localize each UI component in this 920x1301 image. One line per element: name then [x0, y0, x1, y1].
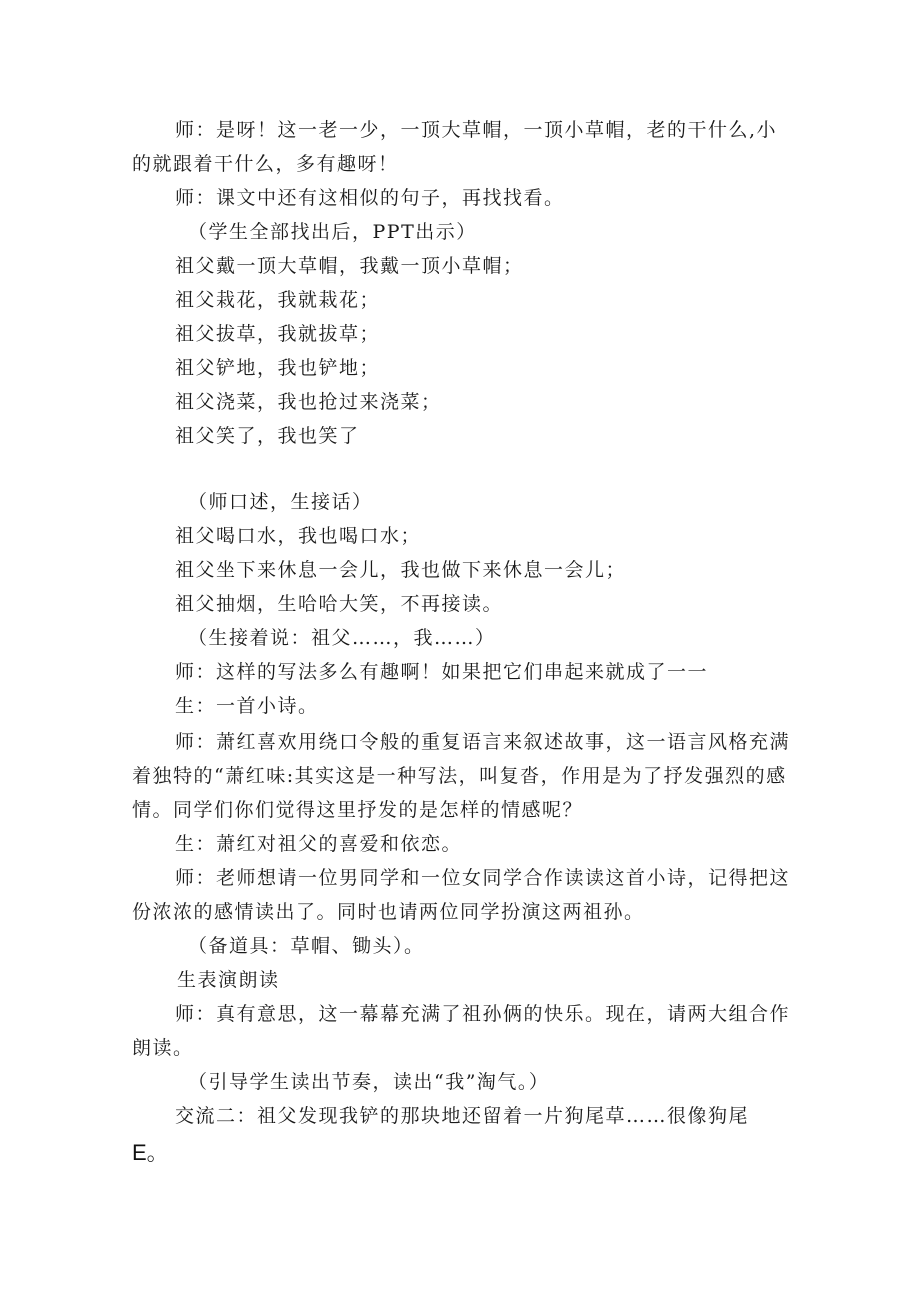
- paragraph-line: （师口述，生接话）: [188, 491, 373, 513]
- paragraph-line: 祖父栽花，我就栽花；: [175, 289, 381, 311]
- paragraph-line: 祖父浇菜，我也抢过来浇菜；: [175, 391, 442, 413]
- paragraph-line: 着独特的“萧红味:其实这是一种写法，叫复沓，作用是为了抒发强烈的感: [132, 765, 787, 787]
- paragraph-line: （引导学生读出节奏，读出“我”淘气。）: [188, 1071, 550, 1093]
- paragraph-line: 情。同学们你们觉得这里抒发的是怎样的情感呢？: [132, 799, 584, 821]
- paragraph-line: （备道具：草帽、锄头）。: [188, 935, 425, 957]
- paragraph-line: 生：一首小诗。: [175, 695, 319, 717]
- paragraph-line: 的就跟着干什么，多有趣呀！: [132, 153, 399, 175]
- paragraph-line: 祖父喝口水，我也喝口水；: [175, 525, 422, 547]
- paragraph-line: 生表演朗读: [177, 969, 280, 991]
- paragraph-line: 祖父抽烟，生哈哈大笑，不再接读。: [175, 593, 504, 615]
- paragraph-line: 祖父坐下来休息一会儿，我也做下来休息一会儿；: [175, 559, 627, 581]
- paragraph-line: 生：萧红对祖父的喜爱和依恋。: [175, 833, 463, 855]
- paragraph-line: 份浓浓的感情读出了。同时也请两位同学扮演这两祖孙。: [132, 901, 645, 923]
- paragraph-line: 师：萧红喜欢用绕口令般的重复语言来叙述故事，这一语言风格充满: [175, 731, 791, 753]
- paragraph-line: 朗读。: [132, 1037, 194, 1059]
- paragraph-line: 师：这样的写法多么有趣啊！如果把它们串起来就成了一一: [175, 661, 709, 683]
- paragraph-line: 祖父铲地，我也铲地；: [175, 357, 381, 379]
- trailing-fragment: E。: [132, 1140, 169, 1165]
- paragraph-line: 师：课文中还有这相似的句子，再找找看。: [175, 187, 565, 209]
- paragraph-line: 祖父笑了，我也笑了: [175, 425, 360, 447]
- paragraph-line: 交流二：祖父发现我铲的那块地还留着一片狗尾草……很像狗尾: [175, 1105, 750, 1127]
- paragraph-line: 师：老师想请一位男同学和一位女同学合作读读这首小诗，记得把这: [175, 867, 791, 889]
- paragraph-line: （生接着说：祖父……，我……）: [188, 627, 496, 649]
- paragraph-line: 师：真有意思，这一幕幕充满了祖孙俩的快乐。现在，请两大组合作: [175, 1003, 791, 1025]
- paragraph-line: 祖父拔草，我就拔草；: [175, 323, 381, 345]
- paragraph-line: 师：是呀！这一老一少，一顶大草帽，一顶小草帽，老的干什么,小: [175, 119, 778, 141]
- paragraph-line: 祖父戴一顶大草帽，我戴一顶小草帽；: [175, 255, 524, 277]
- paragraph-line: （学生全部找出后，PPT出示）: [188, 221, 477, 243]
